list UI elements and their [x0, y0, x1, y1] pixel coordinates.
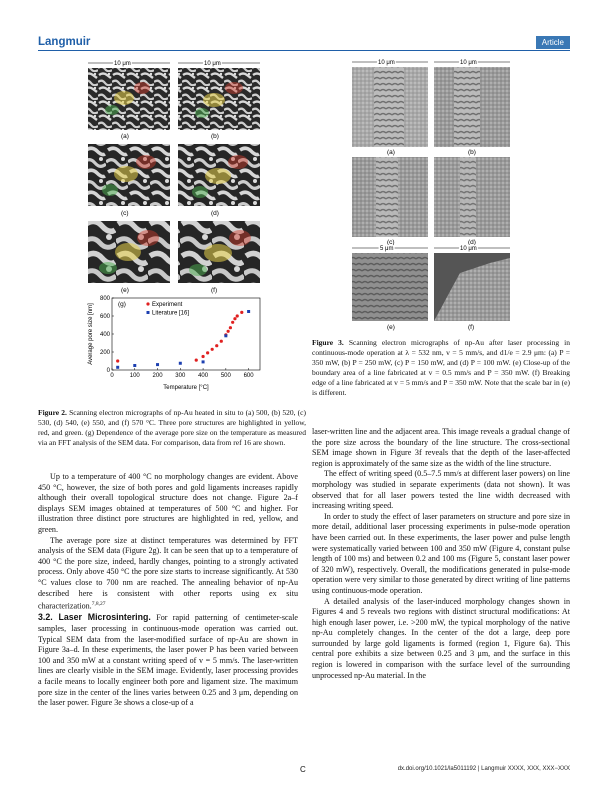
literature-point	[247, 310, 250, 313]
section-heading: 3.2. Laser Microsintering.	[38, 612, 151, 623]
experiment-point	[211, 348, 214, 351]
journal-name: Langmuir	[38, 36, 91, 48]
figure-3-caption	[312, 338, 570, 399]
figure-3-caption-text: Scanning electron micrographs of np-Au after laser processing in continuous-mode operation at λ = 532 nm, v = 5 mm/s, and d1/e = 2.9 μm: (a) P = 350 mW, (b) P = 250 mW, (c) P = 150 mW, and (d) P = 100 mW. (e) Close-up of the boundary area of a line fabricated at v = 0.5 mm/s and P = 350 mW. (f) Breaking edge of a line fabricated at v = 5 mm/s and P = 350 mW. Note that the scale bar in (e) is different.	[312, 338, 571, 398]
paragraph	[38, 612, 298, 708]
chart-xlabel: Temperature [°C]	[163, 385, 209, 391]
y-tick-label: 400	[99, 332, 110, 338]
paragraph: laser-written line and the adjacent area. This image reveals a gradual change of the pore size across the boundary of the line structure. The cross-sectional SEM image shown in Figure 3f reveals that the depth of the laser-affected region is approximately of the same size as the width of the line structure.	[312, 427, 570, 468]
figure-2-caption-label: Figure 2.	[38, 408, 67, 417]
x-tick-label: 500	[220, 373, 231, 379]
figure-2	[84, 58, 264, 405]
left-body-column	[38, 472, 298, 709]
fig2-label-b: (b)	[211, 133, 219, 140]
literature-point	[133, 364, 136, 367]
fig3-scale-f: 10 μm	[460, 246, 477, 252]
legend-literature: Literature [16]	[152, 310, 190, 317]
article-type-badge: Article	[536, 36, 570, 49]
experiment-point	[231, 321, 234, 324]
paragraph: A detailed analysis of the laser-induced morphology changes shown in Figures 4 and 5 reveals two regions with distinct structural modifications: At high enough laser power, i.e. >200 mW, the typical morphology of the native np-Au completely changes. In the center of the dot a large, deep pore surrounded by large gold ligaments is formed (region 1, Figure 6a). This central pore exhibits a size between 0.25 and 3 μm, and the surface in this region is lowered in comparison with the surface level of the surrounding unprocessed np-Au material. In the	[312, 596, 570, 680]
experiment-point	[220, 340, 223, 343]
header-rule	[38, 50, 570, 51]
legend-literature-marker	[147, 311, 150, 314]
fig2-label-e: (e)	[121, 287, 129, 294]
chart-ylabel: Average pore size [nm]	[88, 303, 94, 365]
experiment-point	[195, 359, 198, 362]
x-tick-label: 0	[110, 373, 114, 379]
experiment-point	[201, 355, 204, 358]
literature-point	[202, 360, 205, 363]
x-tick-label: 600	[243, 373, 254, 379]
fig2-label-c: (c)	[121, 210, 129, 217]
fig3-label-b: (b)	[468, 149, 476, 156]
legend-experiment-marker	[146, 302, 149, 305]
legend-experiment: Experiment	[152, 302, 183, 308]
paragraph	[38, 536, 298, 613]
experiment-point	[227, 330, 230, 333]
experiment-point	[236, 314, 239, 317]
fig3-scale-b: 10 μm	[460, 60, 477, 66]
fig3-label-d: (d)	[468, 239, 476, 246]
paragraph: Up to a temperature of 400 °C no morphology changes are evident. Above 450 °C, however, the size of both pores and gold ligaments increases rapidly although their overall topological structure does not change. Figure 2a–f displays SEM images obtained at temperatures of 500 °C and higher. For illustration three distinct pore structures are highlighted in red, yellow, and green.	[38, 472, 298, 534]
x-tick-label: 200	[152, 373, 163, 379]
figure-2-caption-text: Scanning electron micrographs of np-Au heated in situ to (a) 500, (b) 520, (c) 530, (d) 540, (e) 550, and (f) 570 °C. Three pore structures are highlighted in yellow, red, and green. (g) Dependence of the average pore size on the temperature as measured via an FFT analysis of the SEM data. For comparison, data from ref 16 are shown.	[38, 408, 306, 448]
fig3-scale-a: 10 μm	[378, 60, 395, 66]
doi-line[interactable]: dx.doi.org/10.1021/la5011192 | Langmuir XXXX, XXX, XXX−XXX	[397, 766, 570, 772]
literature-point	[179, 362, 182, 365]
paragraph: The effect of writing speed (0.5–7.5 mm/s at different laser powers) on line morphology was studied in separate experiments (data not shown). It was observed that for all laser powers tested the line width decreased with increasing writing speed.	[312, 469, 570, 511]
literature-point	[156, 363, 159, 366]
paragraph-text: For rapid patterning of centimeter-scale samples, laser processing in continuous-mode operation was carried out. Typical SEM data from the laser-modified surface of np-Au are shown in Figure 3a–d. In these experiments, the laser power P has been varied between 100 and 350 mW at a constant writing speed of v = 5 mm/s. The laser-written lines are clearly visible in the SEM image. Evidently, laser processing provides a facile means to locally engineer both pore and ligament size. The maximum pore size in the center of the lines varies between 0.25 and 3 μm, depending on the laser power. Figure 3e shows a close-up of a	[38, 613, 298, 708]
y-tick-label: 600	[99, 314, 110, 320]
experiment-point	[206, 351, 209, 354]
experiment-point	[215, 344, 218, 347]
citation: 7,8,27	[91, 601, 106, 608]
figure-2-caption	[38, 408, 306, 448]
paragraph-text: The average pore size at distinct temperatures was determined by FFT analysis of the SEM data (Figure 2g). It can be seen that up to a temperature of 400 °C the pore size, indeed, hardly changes, pointing to a strongly activated process. Only above 450 °C the pore size starts to increase significantly. At 530 °C values close to 700 nm are reached. The annealing behavior of np-Au described here is consistent with other reports using ex situ characterization.	[38, 535, 298, 611]
figure-3-caption-label: Figure 3.	[312, 338, 344, 347]
fig2-scale-b: 10 μm	[204, 61, 221, 67]
fig3-scale-e: 5 μm	[380, 246, 394, 252]
fig3-label-a: (a)	[387, 149, 395, 156]
x-tick-label: 300	[175, 373, 186, 379]
right-body-column	[312, 427, 570, 681]
page-letter: C	[300, 765, 306, 774]
experiment-point	[229, 326, 232, 329]
y-tick-label: 200	[99, 350, 110, 356]
y-tick-label: 800	[99, 296, 110, 302]
fig2-label-d: (d)	[211, 210, 219, 217]
fig3-label-e: (e)	[387, 324, 395, 331]
literature-point	[224, 334, 227, 337]
x-tick-label: 100	[129, 373, 140, 379]
fig3-label-f: (f)	[468, 324, 475, 331]
experiment-point	[116, 359, 119, 362]
literature-point	[116, 366, 119, 369]
fig3-label-c: (c)	[387, 239, 395, 246]
figure-3	[350, 58, 512, 331]
y-tick-label: 0	[106, 368, 110, 374]
experiment-point	[233, 317, 236, 320]
fig2-label-f: (f)	[211, 287, 218, 294]
x-tick-label: 400	[198, 373, 209, 379]
chart-panel-label: (g)	[118, 301, 126, 308]
fig2-scale-a: 10 μm	[114, 61, 131, 67]
paragraph: In order to study the effect of laser parameters on structure and pore size in more detail, additional laser processing experiments in pulse-mode operation have been carried out. In these experiments, the laser power and pulse length were systematically varied between 100 and 350 mW (Figure 4, constant pulse length of 100 ms) and between 0.2 and 100 ms (Figure 5, constant laser power of 320 mW), respectively. Overall, the modifications generated in pulse-mode operation were very similar to those generated by direct writing of line patterns using continuous-mode operation.	[312, 511, 570, 595]
pore-size-chart	[88, 296, 260, 391]
chart-frame	[112, 298, 260, 370]
fig2-label-a: (a)	[121, 133, 129, 140]
experiment-point	[240, 311, 243, 314]
